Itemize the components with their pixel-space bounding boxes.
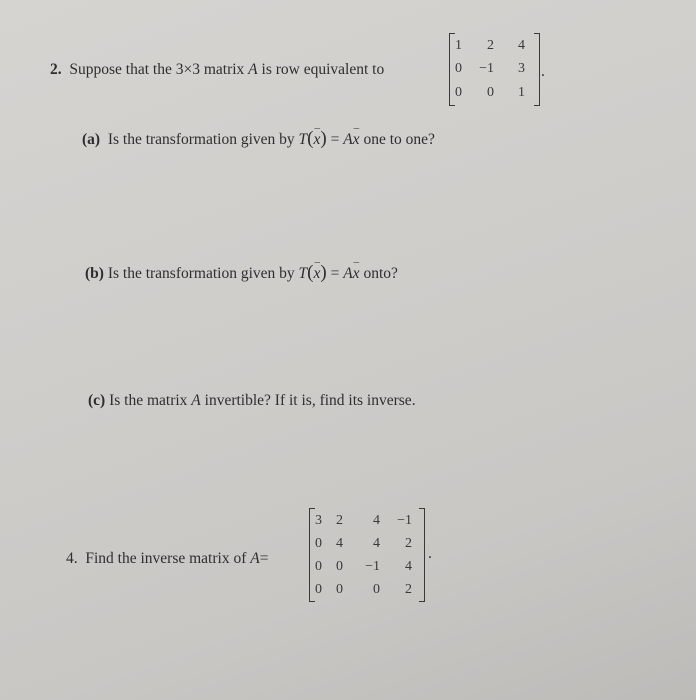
question-4-A: A bbox=[250, 550, 260, 567]
part-a-A: A bbox=[343, 131, 353, 148]
question-2-text-after: is row equivalent to bbox=[261, 61, 385, 78]
matrix-cell: 3 bbox=[315, 512, 322, 528]
part-b-eq: = bbox=[330, 265, 340, 282]
matrix-cell: 4 bbox=[373, 512, 380, 528]
matrix-cell: −1 bbox=[479, 61, 494, 77]
question-2 bbox=[50, 61, 384, 79]
matrix-cell: 4 bbox=[336, 535, 343, 551]
question-4-text: Find the inverse matrix of bbox=[85, 550, 247, 567]
part-c-label: (c) bbox=[88, 392, 106, 409]
row-equivalent-matrix bbox=[449, 34, 540, 105]
matrix-cell: 4 bbox=[405, 558, 412, 574]
matrix-cell: 0 bbox=[455, 61, 462, 77]
part-b-T: T bbox=[298, 265, 308, 282]
matrix-cell: 0 bbox=[315, 535, 322, 551]
matrix-cell: 1 bbox=[518, 85, 525, 101]
matrix-cell: 0 bbox=[336, 581, 343, 597]
part-b-label: (b) bbox=[85, 265, 104, 282]
question-4-period: . bbox=[428, 545, 432, 562]
part-b-A: A bbox=[343, 265, 353, 282]
matrix-cell: 2 bbox=[405, 535, 412, 551]
question-2-matrix-name: A bbox=[248, 61, 258, 78]
part-b-text-after: onto? bbox=[363, 265, 398, 282]
inverse-target-matrix bbox=[309, 509, 425, 601]
question-2-text-before: Suppose that the 3×3 matrix bbox=[69, 61, 245, 78]
part-b-arg: – x bbox=[313, 265, 320, 283]
part-a-T: T bbox=[298, 131, 308, 148]
part-a: (a) Is the transformation given by T(– x) = A– x one to one? bbox=[82, 128, 435, 150]
part-a-label: (a) bbox=[82, 131, 101, 148]
part-a-x: – x bbox=[353, 131, 360, 149]
question-4-number: 4. bbox=[66, 550, 78, 567]
part-a-text-before: Is the transformation given by bbox=[107, 131, 295, 148]
matrix-cell: 0 bbox=[315, 581, 322, 597]
part-b-x: – x bbox=[353, 265, 360, 283]
matrix-cell: 0 bbox=[373, 581, 380, 597]
part-a-text-after: one to one? bbox=[363, 131, 435, 148]
matrix-cell: 2 bbox=[487, 37, 494, 53]
matrix-cell: 3 bbox=[518, 61, 525, 77]
matrix-cell: 0 bbox=[336, 558, 343, 574]
part-c-text-after: invertible? If it is, find its inverse. bbox=[204, 392, 416, 409]
part-c-text-before: Is the matrix bbox=[109, 392, 188, 409]
part-c-A: A bbox=[191, 392, 201, 409]
question-4 bbox=[66, 550, 268, 568]
matrix-cell: −1 bbox=[365, 558, 380, 574]
part-a-eq: = bbox=[330, 131, 340, 148]
part-a-arg: – x bbox=[313, 131, 320, 149]
question-4-eq: = bbox=[259, 550, 269, 567]
matrix-cell: 0 bbox=[315, 558, 322, 574]
matrix-cell: 2 bbox=[405, 581, 412, 597]
matrix-cell: 1 bbox=[455, 37, 462, 53]
matrix-cell: 0 bbox=[487, 85, 494, 101]
part-b-text-before: Is the transformation given by bbox=[107, 265, 295, 282]
matrix-cell: 4 bbox=[518, 37, 525, 53]
matrix-cell: 2 bbox=[336, 512, 343, 528]
question-2-period: . bbox=[541, 63, 545, 80]
matrix-cell: 0 bbox=[455, 85, 462, 101]
matrix-cell: 4 bbox=[373, 535, 380, 551]
part-b: (b) Is the transformation given by T(– x) = A– x onto? bbox=[85, 262, 398, 284]
question-2-number: 2. bbox=[50, 61, 62, 78]
matrix-cell: −1 bbox=[397, 512, 412, 528]
part-c bbox=[88, 392, 416, 410]
